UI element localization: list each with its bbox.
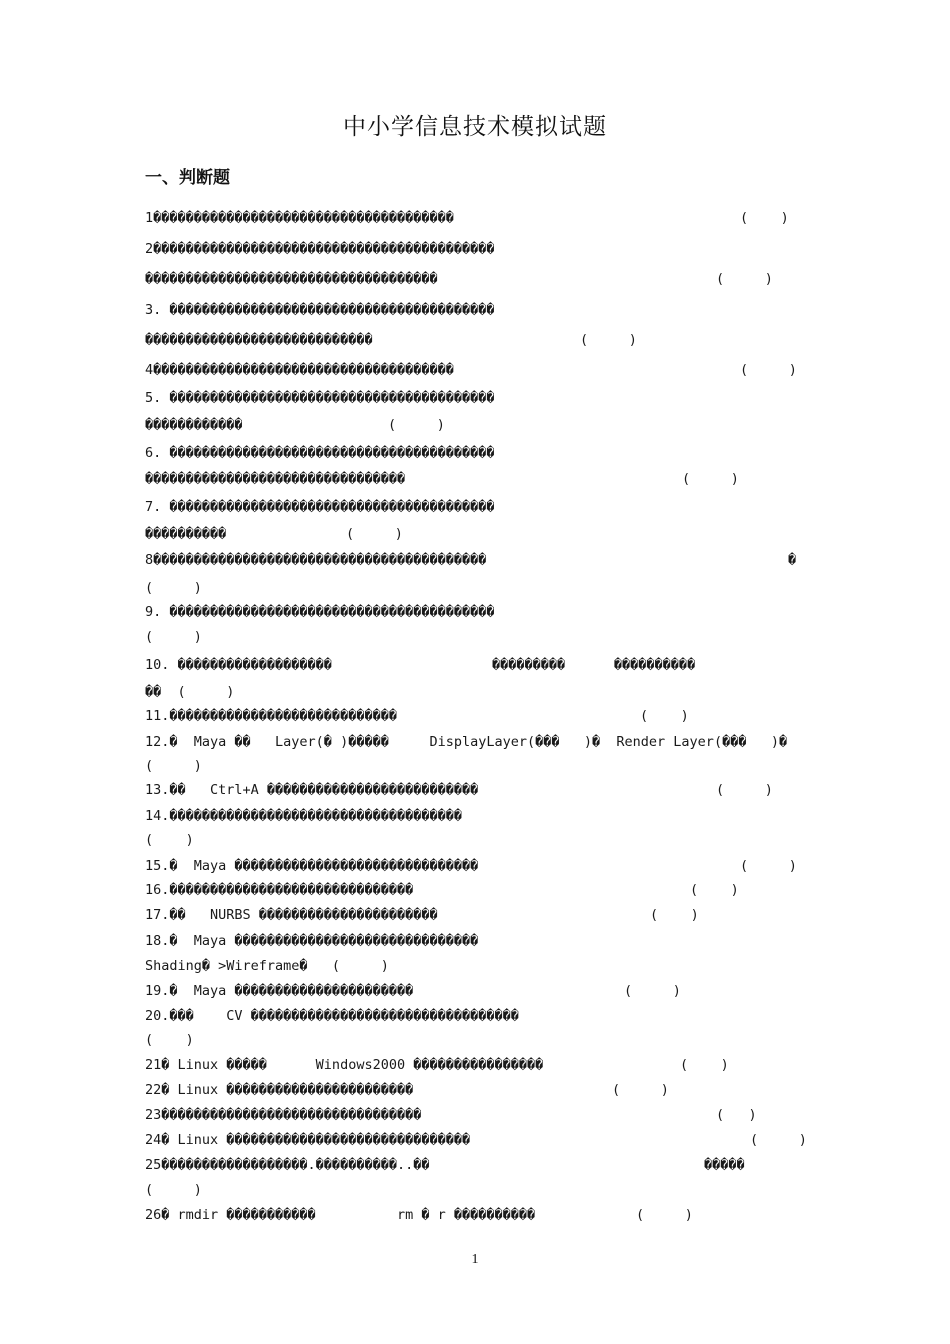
page-title: 中小学信息技术模拟试题: [343, 114, 607, 140]
question-line: 3. ����������������������������������������: [145, 302, 495, 318]
section-heading: 一、判断题: [145, 168, 230, 188]
answer-bracket: ( ): [716, 1107, 757, 1123]
question-line: 15.� Maya ������������������������������: [145, 858, 479, 874]
question-line: 9. ����������������������������������������: [145, 604, 495, 620]
question-line: ����������: [145, 526, 227, 542]
question-line: ( ): [145, 580, 202, 596]
question-line: 11.����������������������������: [145, 708, 397, 724]
question-line: ������������: [145, 417, 243, 433]
question-line: 1�������������������������������������: [145, 210, 454, 226]
answer-bracket: ( ): [580, 332, 637, 348]
question-line: 19.� Maya ����������������������: [145, 983, 414, 999]
question-line: 17.�� NURBS ����������������������: [145, 907, 438, 923]
answer-bracket: �: [788, 552, 797, 568]
question-line: 16.������������������������������: [145, 882, 414, 898]
question-line: 23��������������������������������: [145, 1107, 422, 1123]
question-line: �� ( ): [145, 684, 235, 700]
question-line: 22� Linux �����������������������: [145, 1082, 414, 1098]
answer-bracket: ( ): [716, 271, 773, 287]
answer-bracket: ( ): [690, 882, 739, 898]
answer-bracket: ( ): [740, 362, 797, 378]
question-line: ( ): [145, 1032, 194, 1048]
answer-bracket: �����: [704, 1157, 745, 1173]
question-line: 18.� Maya ������������������������������: [145, 933, 479, 949]
answer-bracket: ( ): [680, 1057, 729, 1073]
page-number: 1: [471, 1252, 479, 1267]
answer-bracket: ( ): [740, 210, 789, 226]
question-line: 2������������������������������������������: [145, 241, 495, 257]
question-line: ����������������������������: [145, 332, 373, 348]
answer-bracket: ( ): [682, 471, 739, 487]
answer-bracket: ( ): [388, 417, 445, 433]
answer-bracket: ( ): [640, 708, 689, 724]
question-line: 7. ����������������������������������������: [145, 499, 495, 515]
question-line: 25������������������.����������..��: [145, 1157, 430, 1173]
answer-bracket: ( ): [612, 1082, 669, 1098]
question-line: 6. ����������������������������������������: [145, 445, 495, 461]
question-line: Shading� >Wireframe� ( ): [145, 958, 389, 974]
question-line: ( ): [145, 832, 194, 848]
question-line: ( ): [145, 1182, 202, 1198]
question-line: 26� rmdir ����������� rm � r ����������: [145, 1207, 536, 1223]
answer-bracket: ( ): [636, 1207, 693, 1223]
answer-bracket: ( ): [346, 526, 403, 542]
answer-bracket: ��������� ����������: [492, 657, 696, 673]
question-line: 12.� Maya �� Layer(� )����� DisplayLayer(��� )� Render Layer(��� )�: [145, 734, 788, 750]
question-line: 21� Linux ����� Windows2000 ����������������: [145, 1057, 544, 1073]
answer-bracket: ( ): [716, 782, 773, 798]
question-line: ��������������������������������: [145, 471, 406, 487]
question-line: 24� Linux ������������������������������: [145, 1132, 471, 1148]
question-line: ( ): [145, 758, 202, 774]
answer-bracket: ( ): [750, 1132, 807, 1148]
question-line: ������������������������������������: [145, 271, 438, 287]
question-line: 20.��� CV ���������������������������������: [145, 1008, 519, 1024]
question-line: 14.������������������������������������: [145, 808, 462, 824]
answer-bracket: ( ): [650, 907, 699, 923]
question-line: 5. ����������������������������������������: [145, 390, 495, 406]
answer-bracket: ( ): [740, 858, 797, 874]
question-line: 4�������������������������������������: [145, 362, 454, 378]
question-line: 8�����������������������������������������: [145, 552, 487, 568]
question-line: ( ): [145, 629, 202, 645]
question-line: 13.�� Ctrl+A ��������������������������: [145, 782, 479, 798]
answer-bracket: ( ): [624, 983, 681, 999]
question-line: 10. �������������������: [145, 657, 332, 673]
